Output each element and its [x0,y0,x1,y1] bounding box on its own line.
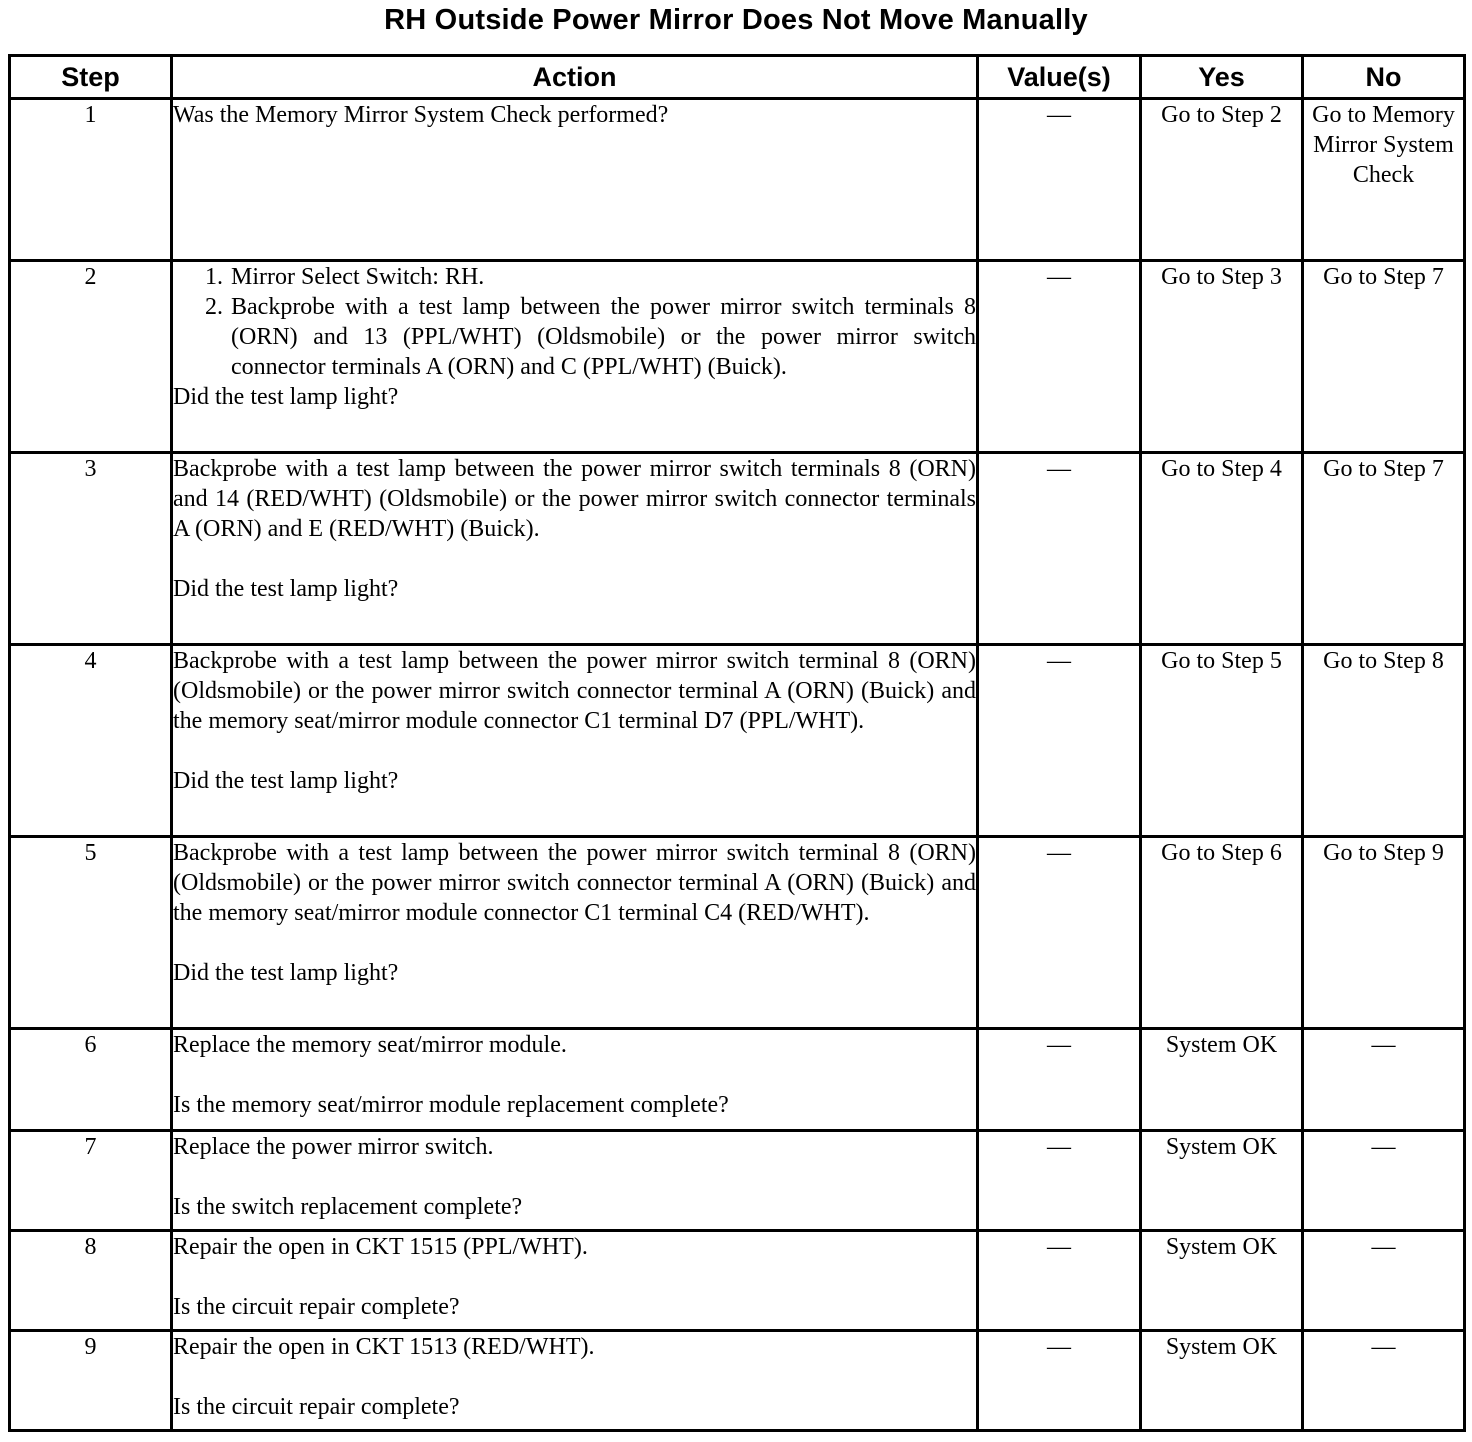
step-number: 5 [10,837,172,1029]
substep-list [173,262,976,382]
yes-cell: System OK [1141,1131,1303,1231]
action-text: Was the Memory Mirror System Check performed? [173,102,669,128]
action-cell [172,1029,978,1131]
yes-cell: Go to Step 6 [1141,837,1303,1029]
table-row [10,453,1465,645]
step-number: 9 [10,1331,172,1431]
table-header-row [10,56,1465,99]
no-cell: Go to Step 7 [1303,261,1465,453]
action-text: Backprobe with a test lamp between the power mirror switch terminal 8 (ORN) (Oldsmobile) or the power mirror switch connector terminal A (ORN) (Buick) and the memory seat/mirror module connector C1 terminal C4 (RED/WHT). [173,840,976,926]
action-question: Is the circuit repair complete? [173,1294,460,1320]
action-cell [172,1331,978,1431]
table-row [10,645,1465,837]
table-row [10,1131,1465,1231]
table-row [10,1331,1465,1431]
yes-cell: Go to Step 4 [1141,453,1303,645]
no-cell: — [1303,1029,1465,1131]
step-number: 1 [10,99,172,261]
value-cell: — [978,453,1141,645]
action-question: Is the memory seat/mirror module replacement complete? [173,1092,729,1118]
action-text: Backprobe with a test lamp between the power mirror switch terminals 8 (ORN) and 14 (RED/WHT) (Oldsmobile) or the power mirror switch connector terminals A (ORN) and E (RED/WHT) (Buick). [173,456,976,542]
value-cell: — [978,1231,1141,1331]
table-row [10,99,1465,261]
step-number: 4 [10,645,172,837]
value-cell: — [978,99,1141,261]
yes-cell: Go to Step 3 [1141,261,1303,453]
value-cell: — [978,837,1141,1029]
value-cell: — [978,645,1141,837]
action-cell [172,261,978,453]
action-cell [172,1131,978,1231]
action-column-header: Action [172,56,978,99]
table-row [10,1231,1465,1331]
no-cell: Go to Memory Mirror System Check [1303,99,1465,261]
yes-cell: Go to Step 5 [1141,645,1303,837]
yes-cell: System OK [1141,1231,1303,1331]
step-number: 7 [10,1131,172,1231]
no-cell: — [1303,1131,1465,1231]
yes-cell: System OK [1141,1331,1303,1431]
yes-column-header: Yes [1141,56,1303,99]
no-cell: — [1303,1231,1465,1331]
action-cell [172,99,978,261]
action-text: Replace the power mirror switch. [173,1134,494,1160]
step-number: 3 [10,453,172,645]
action-question: Did the test lamp light? [173,576,399,602]
value-cell: — [978,1029,1141,1131]
table-row [10,261,1465,453]
no-column-header: No [1303,56,1465,99]
action-question: Is the switch replacement complete? [173,1194,523,1220]
no-cell: Go to Step 9 [1303,837,1465,1029]
yes-cell: Go to Step 2 [1141,99,1303,261]
action-question: Did the test lamp light? [173,768,399,794]
action-question: Did the test lamp light? [173,384,399,410]
action-text: Repair the open in CKT 1515 (PPL/WHT). [173,1234,588,1260]
diagnostic-table [8,54,1466,1432]
action-text: Backprobe with a test lamp between the power mirror switch terminal 8 (ORN) (Oldsmobile) or the power mirror switch connector terminal A (ORN) (Buick) and the memory seat/mirror module connector C1 terminal D7 (PPL/WHT). [173,648,976,734]
page-title: RH Outside Power Mirror Does Not Move Manually [384,4,1088,36]
action-text: Repair the open in CKT 1513 (RED/WHT). [173,1334,595,1360]
value-cell: — [978,1331,1141,1431]
action-cell [172,453,978,645]
action-question: Did the test lamp light? [173,960,399,986]
step-number: 8 [10,1231,172,1331]
action-cell [172,645,978,837]
value-cell: — [978,1131,1141,1231]
yes-cell: System OK [1141,1029,1303,1131]
substep-item: 1. Mirror Select Switch: RH. [229,262,976,292]
action-text: Replace the memory seat/mirror module. [173,1032,567,1058]
step-number: 6 [10,1029,172,1131]
substep-item: 2. Backprobe with a test lamp between the power mirror switch terminals 8 (ORN) and 13 (PPL/WHT) (Oldsmobile) or the power mirror switch connector terminals A (ORN) and C (PPL/WHT) (Buick). [229,292,976,382]
no-cell: — [1303,1331,1465,1431]
table-row [10,1029,1465,1131]
value-cell: — [978,261,1141,453]
step-number: 2 [10,261,172,453]
action-cell [172,837,978,1029]
no-cell: Go to Step 8 [1303,645,1465,837]
action-question: Is the circuit repair complete? [173,1394,460,1420]
table-row [10,837,1465,1029]
values-column-header: Value(s) [978,56,1141,99]
no-cell: Go to Step 7 [1303,453,1465,645]
step-column-header: Step [10,56,172,99]
action-cell [172,1231,978,1331]
